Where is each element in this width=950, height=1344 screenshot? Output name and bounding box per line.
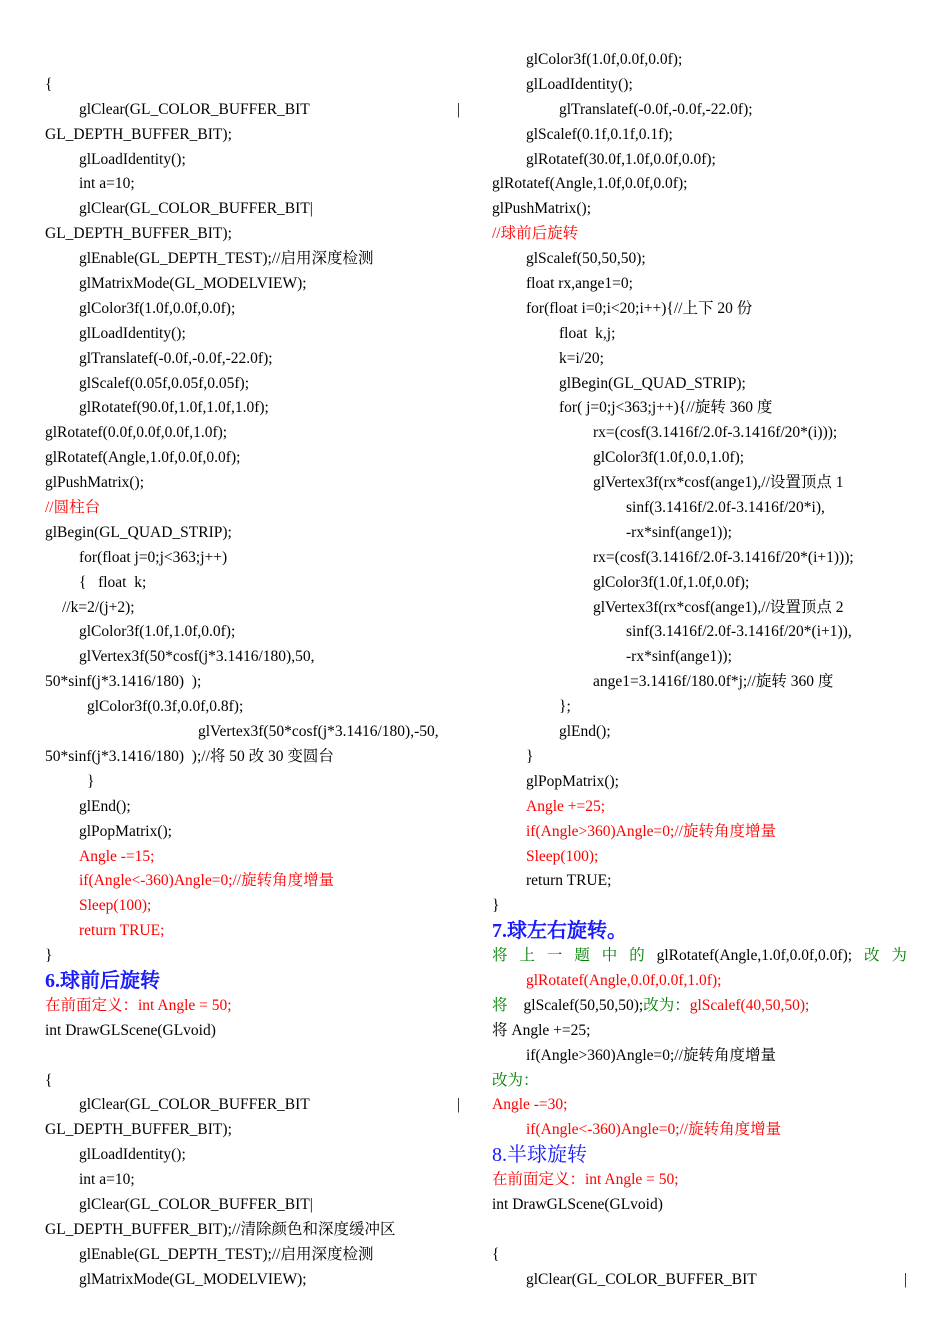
code-line: rx=(cosf(3.1416f/2.0f-3.1416f/20*(i))); bbox=[593, 424, 838, 442]
code-line-highlight: return TRUE; bbox=[79, 922, 165, 940]
code-line: glLoadIdentity(); bbox=[79, 1146, 186, 1164]
code-line: }; bbox=[559, 698, 571, 716]
code-line: } bbox=[45, 947, 53, 965]
code-line: GL_DEPTH_BUFFER_BIT); bbox=[45, 225, 232, 243]
code-line: { bbox=[45, 75, 53, 93]
code-line-highlight: if(Angle>360)Angle=0;//旋转角度增量 bbox=[526, 822, 776, 840]
code-line: { float k; bbox=[79, 573, 147, 591]
code-line: glLoadIdentity(); bbox=[79, 324, 186, 342]
code-line: { bbox=[45, 1071, 53, 1089]
instruction-char: 的 bbox=[629, 947, 645, 965]
instruction-char: 为 bbox=[891, 947, 907, 965]
code-line: glEnable(GL_DEPTH_TEST);//启用深度检测 bbox=[79, 250, 374, 268]
instruction-char: 将 bbox=[492, 996, 508, 1014]
code-line: float rx,ange1=0; bbox=[526, 275, 633, 293]
code-line: glRotatef(90.0f,1.0f,1.0f,1.0f); bbox=[79, 399, 269, 417]
code-line: //k=2/(j+2); bbox=[62, 598, 135, 616]
code-line: glScalef(0.1f,0.1f,0.1f); bbox=[526, 125, 673, 143]
code-line: } bbox=[492, 897, 500, 915]
code-line: glColor3f(1.0f,0.0,1.0f); bbox=[593, 449, 745, 467]
code-line: int a=10; bbox=[79, 175, 135, 193]
code-line-highlight: Angle +=25; bbox=[526, 797, 606, 815]
code-line: glColor3f(1.0f,1.0f,0.0f); bbox=[593, 573, 750, 591]
code-line-highlight: glRotatef(Angle,0.0f,0.0f,1.0f); bbox=[526, 971, 722, 989]
code-line: for( j=0;j<363;j++){//旋转 360 度 bbox=[559, 399, 773, 417]
section-heading-7: 7.球左右旋转。 bbox=[492, 920, 627, 943]
code-line: glBegin(GL_QUAD_STRIP); bbox=[559, 374, 746, 392]
code-line: for(float i=0;i<20;i++){//上下 20 份 bbox=[526, 299, 753, 317]
code-line: glVertex3f(50*cosf(j*3.1416/180),-50, bbox=[198, 723, 439, 741]
code-line: GL_DEPTH_BUFFER_BIT);//清除颜色和深度缓冲区 bbox=[45, 1220, 396, 1238]
definition-note: 在前面定义：int Angle = 50; bbox=[45, 996, 232, 1014]
code-line: glEnd(); bbox=[79, 797, 131, 815]
code-line: 50*sinf(j*3.1416/180) );//将 50 改 30 变圆台 bbox=[45, 747, 334, 765]
code-line bbox=[492, 1218, 907, 1243]
code-line bbox=[45, 98, 460, 123]
pipe-char: | bbox=[456, 100, 460, 118]
code-line: GL_DEPTH_BUFFER_BIT); bbox=[45, 1121, 232, 1139]
code-text: glScalef(50,50,50); bbox=[523, 996, 644, 1014]
instruction-char: 将 bbox=[492, 947, 508, 965]
code-line: glPushMatrix(); bbox=[45, 474, 145, 492]
code-text: glRotatef(Angle,1.0f,0.0f,0.0f); bbox=[656, 947, 853, 965]
code-line: glClear(GL_COLOR_BUFFER_BIT| bbox=[79, 200, 313, 218]
code-line: glLoadIdentity(); bbox=[526, 75, 633, 93]
code-line: rx=(cosf(3.1416f/2.0f-3.1416f/20*(i+1))); bbox=[593, 548, 854, 566]
code-line bbox=[45, 48, 460, 73]
code-line bbox=[492, 1268, 907, 1293]
right-column bbox=[492, 48, 907, 1293]
code-line: ange1=3.1416f/180.0f*j;//旋转 360 度 bbox=[593, 673, 834, 691]
code-line: int a=10; bbox=[79, 1171, 135, 1189]
code-line: glTranslatef(-0.0f,-0.0f,-22.0f); bbox=[559, 100, 753, 118]
code-text: glClear(GL_COLOR_BUFFER_BIT bbox=[526, 1270, 757, 1288]
instruction-char: 上 bbox=[519, 947, 535, 965]
instruction-line bbox=[492, 944, 907, 969]
code-line: glLoadIdentity(); bbox=[79, 150, 186, 168]
code-line: glRotatef(30.0f,1.0f,0.0f,0.0f); bbox=[526, 150, 716, 168]
instruction-word: 改为： bbox=[492, 1071, 539, 1089]
code-line: glVertex3f(rx*cosf(ange1),//设置顶点 2 bbox=[593, 598, 844, 616]
code-line: glColor3f(1.0f,0.0f,0.0f); bbox=[526, 51, 683, 68]
instruction-char: 题 bbox=[574, 947, 590, 965]
code-line: for(float j=0;j<363;j++) bbox=[79, 548, 228, 566]
code-line: return TRUE; bbox=[526, 872, 612, 890]
instruction-char: 改 bbox=[863, 947, 880, 965]
code-line-highlight: Sleep(100); bbox=[526, 847, 599, 865]
code-line: glVertex3f(50*cosf(j*3.1416/180),50, bbox=[79, 648, 315, 666]
code-line: glVertex3f(rx*cosf(ange1),//设置顶点 1 bbox=[593, 474, 844, 492]
pipe-char: | bbox=[456, 1096, 460, 1114]
code-line: } bbox=[526, 747, 534, 765]
left-column bbox=[45, 48, 460, 1293]
code-line: float k,j; bbox=[559, 324, 616, 342]
code-line: glColor3f(0.3f,0.0f,0.8f); bbox=[87, 698, 244, 716]
code-comment: //圆柱台 bbox=[45, 499, 101, 517]
code-line: glPushMatrix(); bbox=[492, 200, 592, 218]
code-line: sinf(3.1416f/2.0f-3.1416f/20*i), bbox=[626, 499, 825, 517]
code-line: glEnable(GL_DEPTH_TEST);//启用深度检测 bbox=[79, 1245, 374, 1263]
code-line: glMatrixMode(GL_MODELVIEW); bbox=[79, 275, 307, 293]
code-line: sinf(3.1416f/2.0f-3.1416f/20*(i+1)), bbox=[626, 623, 852, 641]
code-line: -rx*sinf(ange1)); bbox=[626, 648, 732, 666]
code-line: glClear(GL_COLOR_BUFFER_BIT| bbox=[79, 1195, 313, 1213]
code-line bbox=[45, 1093, 460, 1118]
code-line: GL_DEPTH_BUFFER_BIT); bbox=[45, 125, 232, 143]
code-line: k=i/20; bbox=[559, 349, 604, 367]
code-text-highlight: glScalef(40,50,50); bbox=[689, 996, 810, 1014]
definition-note: 在前面定义：int Angle = 50; bbox=[492, 1171, 679, 1189]
code-line: glRotatef(Angle,1.0f,0.0f,0.0f); bbox=[492, 175, 688, 193]
code-line: 50*sinf(j*3.1416/180) ); bbox=[45, 673, 202, 691]
code-line-highlight: Angle -=15; bbox=[79, 847, 155, 865]
code-line: { bbox=[492, 1245, 500, 1263]
code-line: glScalef(0.05f,0.05f,0.05f); bbox=[79, 374, 250, 392]
code-line: } bbox=[87, 772, 95, 790]
code-line-highlight: Angle -=30; bbox=[492, 1096, 568, 1114]
code-line: -rx*sinf(ange1)); bbox=[626, 523, 732, 541]
instruction-line bbox=[492, 994, 907, 1019]
code-line: glBegin(GL_QUAD_STRIP); bbox=[45, 523, 232, 541]
code-line: glRotatef(0.0f,0.0f,0.0f,1.0f); bbox=[45, 424, 228, 442]
code-line: glMatrixMode(GL_MODELVIEW); bbox=[79, 1270, 307, 1288]
code-line: if(Angle>360)Angle=0;//旋转角度增量 bbox=[526, 1046, 776, 1064]
instruction-char: 中 bbox=[601, 947, 618, 965]
code-line-highlight: if(Angle<-360)Angle=0;//旋转角度增量 bbox=[526, 1121, 782, 1139]
instruction-word: 改为： bbox=[643, 996, 690, 1014]
code-line: int DrawGLScene(GLvoid) bbox=[45, 1021, 216, 1039]
code-line: glPopMatrix(); bbox=[79, 822, 172, 840]
instruction-char: 一 bbox=[546, 947, 563, 965]
code-text: glClear(GL_COLOR_BUFFER_BIT bbox=[79, 1096, 310, 1114]
section-heading-8: 8.半球旋转 bbox=[492, 1144, 587, 1167]
code-line-highlight: Sleep(100); bbox=[79, 897, 152, 915]
code-line: glEnd(); bbox=[559, 723, 611, 741]
code-line: glPopMatrix(); bbox=[526, 772, 619, 790]
pipe-char: | bbox=[903, 1270, 907, 1288]
code-text: glClear(GL_COLOR_BUFFER_BIT bbox=[79, 100, 310, 118]
code-line: glTranslatef(-0.0f,-0.0f,-22.0f); bbox=[79, 349, 273, 367]
code-line: glRotatef(Angle,1.0f,0.0f,0.0f); bbox=[45, 449, 241, 467]
code-comment: //球前后旋转 bbox=[492, 225, 579, 243]
code-line: glColor3f(1.0f,0.0f,0.0f); bbox=[79, 299, 236, 317]
code-line: glColor3f(1.0f,1.0f,0.0f); bbox=[79, 623, 236, 641]
code-line-highlight: if(Angle<-360)Angle=0;//旋转角度增量 bbox=[79, 872, 335, 890]
instruction-line: 将 Angle +=25; bbox=[492, 1021, 591, 1039]
code-line bbox=[45, 1044, 460, 1069]
section-heading-6: 6.球前后旋转 bbox=[45, 969, 160, 992]
code-line: glScalef(50,50,50); bbox=[526, 250, 646, 268]
code-line: int DrawGLScene(GLvoid) bbox=[492, 1195, 663, 1213]
